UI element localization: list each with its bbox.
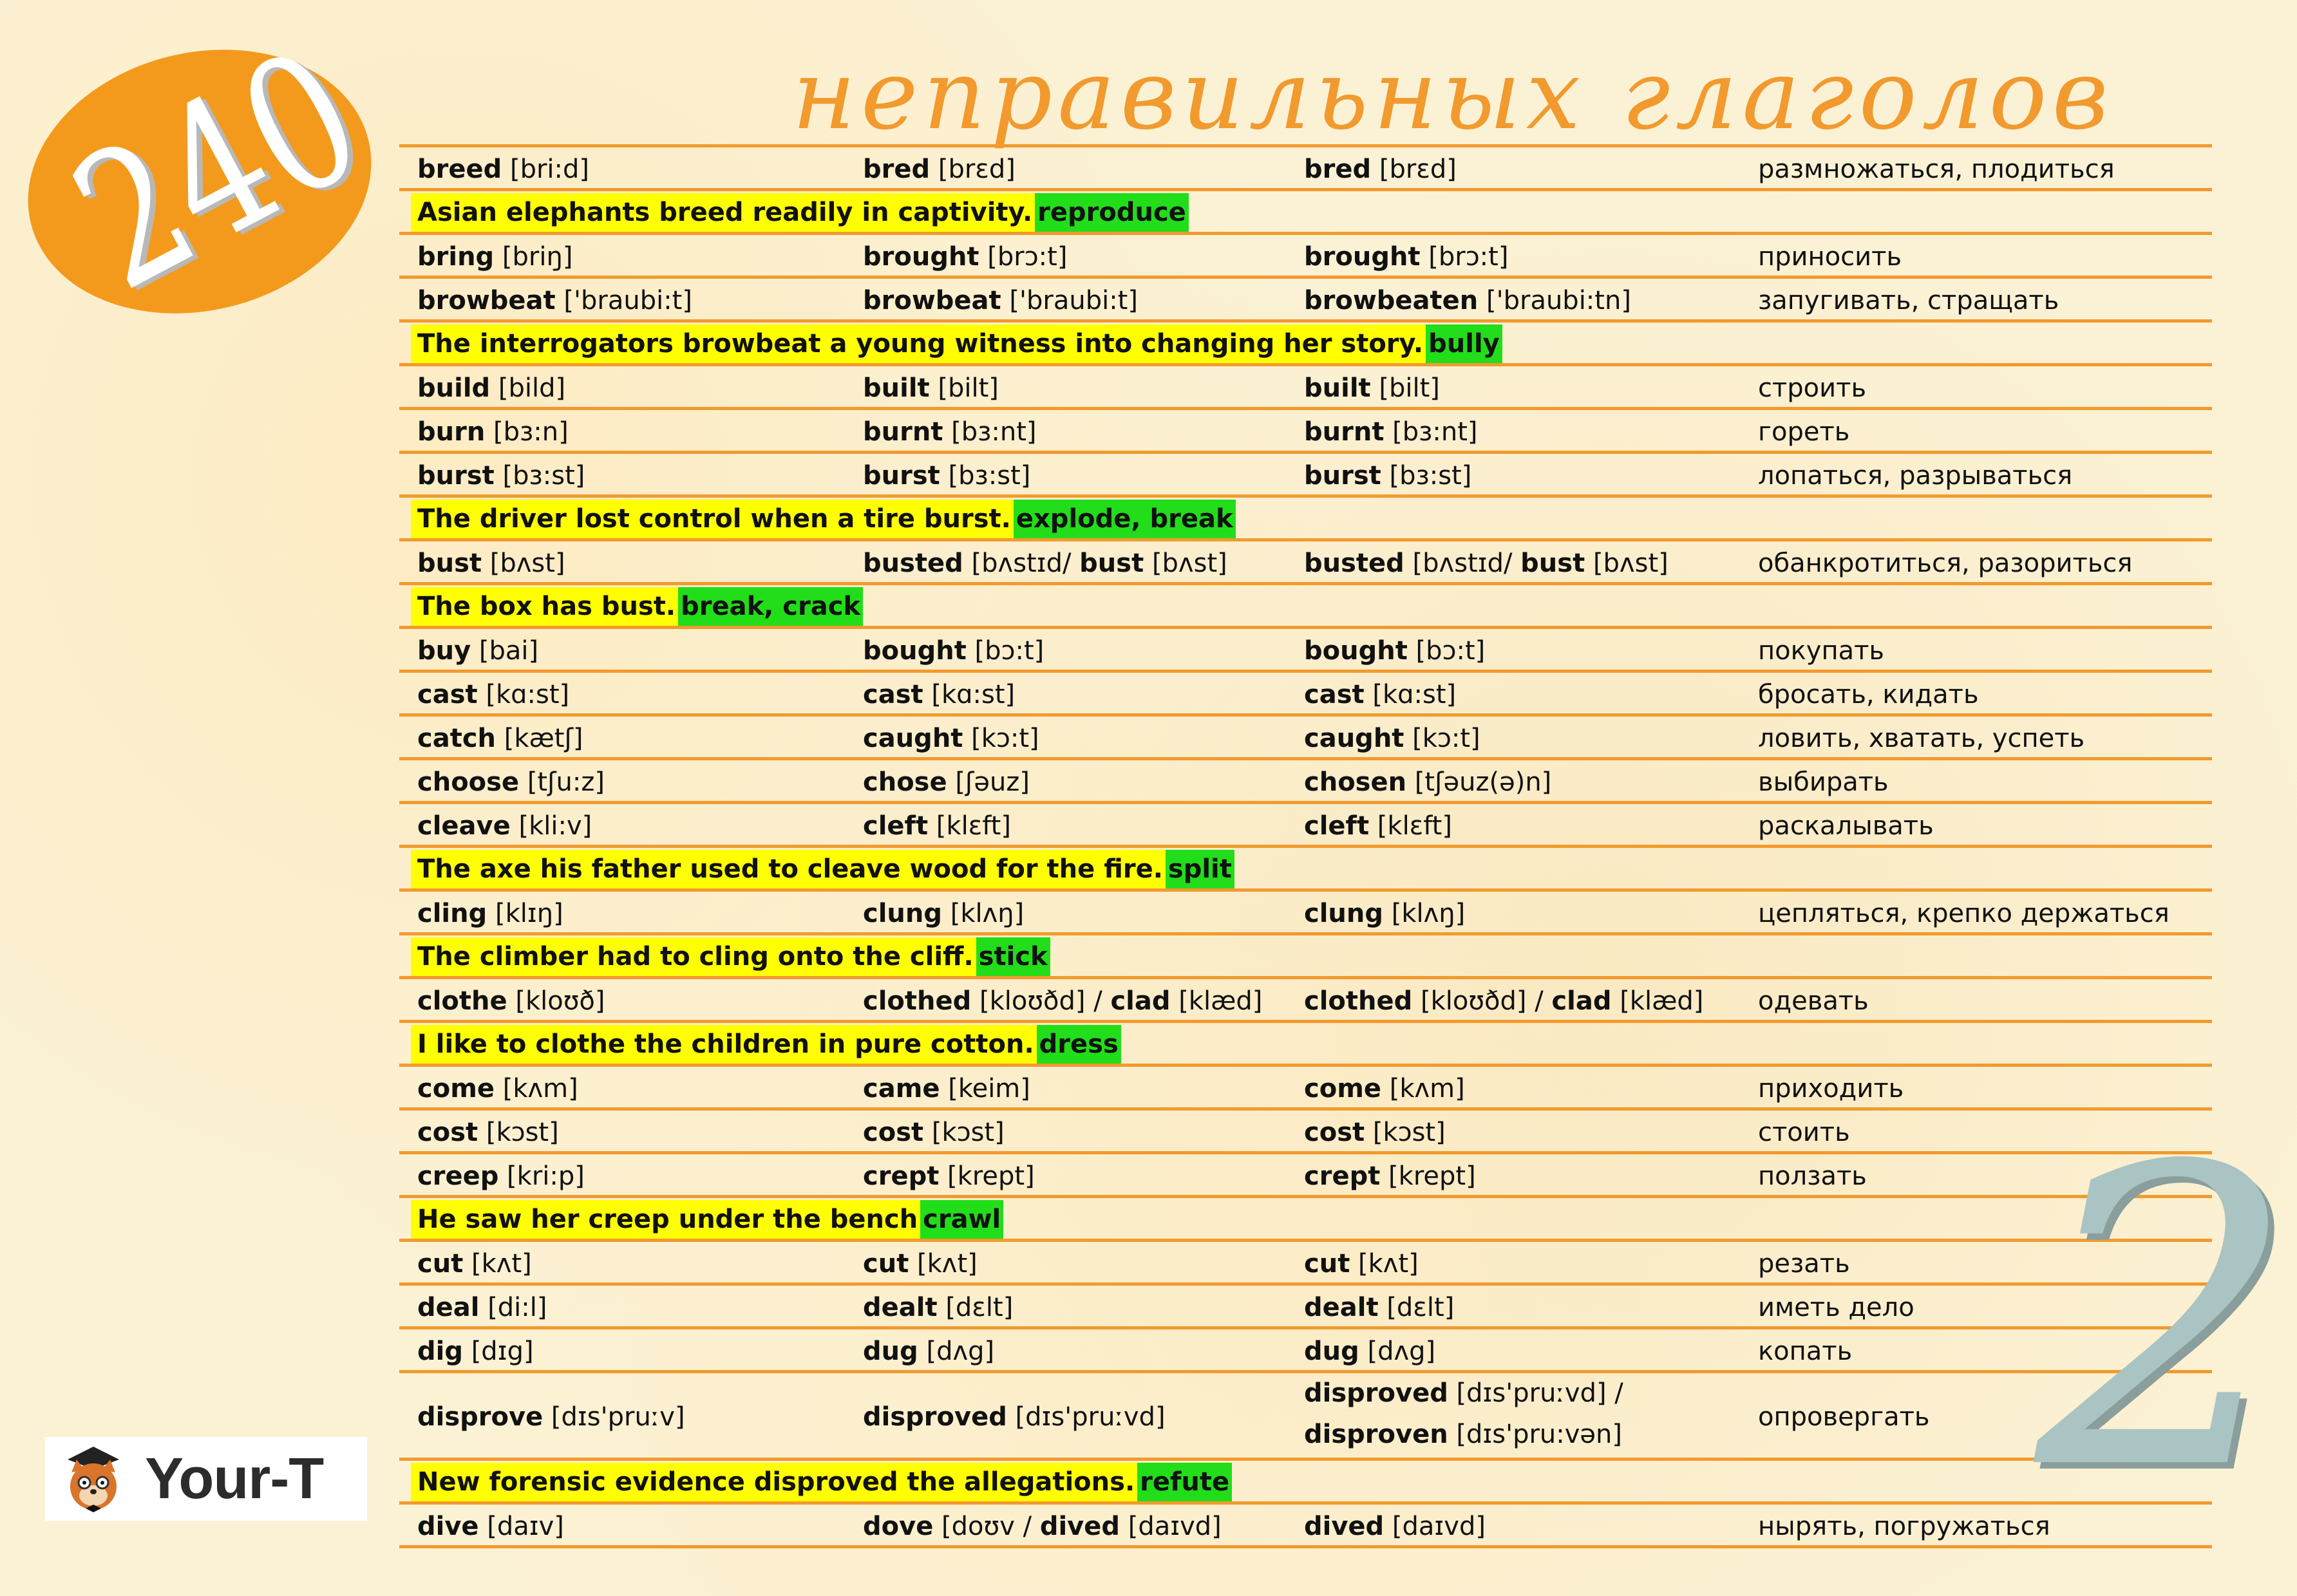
past-participle-word: crept (1304, 1161, 1381, 1191)
example-wrapper (417, 935, 1050, 976)
example-sentence: The climber had to cling onto the cliff. (411, 937, 976, 976)
past-participle-word: dug (1304, 1337, 1359, 1366)
past-participle-transcription: [brɛd] (1379, 155, 1457, 184)
past-simple-word-alt: bust (1079, 549, 1144, 578)
past-participle-transcription: [kɔ:t] (1412, 724, 1480, 753)
base-form-cell (417, 1510, 564, 1543)
past-simple-transcription: [kɔ:t] (971, 724, 1039, 753)
example-wrapper (417, 1023, 1121, 1064)
past-participle-transcription: [kɑ:st] (1372, 680, 1457, 709)
past-participle-word: burst (1304, 461, 1381, 491)
past-simple-word-alt: dived (1039, 1512, 1120, 1541)
past-simple-word: bred (863, 155, 931, 184)
base-form-transcription: [briŋ] (502, 242, 573, 272)
example-wrapper (417, 191, 1189, 232)
translation-cell: гореть (1758, 417, 1850, 447)
past-simple-transcription-alt: [daɪvd] (1128, 1512, 1222, 1541)
base-form-cell (417, 241, 572, 273)
past-simple-word: built (863, 373, 930, 403)
example-synonym: stick (976, 937, 1050, 976)
past-participle-word: built (1304, 373, 1371, 403)
base-form-cell (417, 1248, 532, 1280)
past-simple-transcription: [dɛlt] (945, 1293, 1014, 1322)
past-participle-transcription: [bʌstɪd/ (1412, 549, 1513, 578)
past-simple-word: crept (863, 1161, 940, 1191)
past-simple-word: clung (863, 899, 943, 928)
translation-cell: покупать (1758, 636, 1884, 666)
translation-cell: ползать (1758, 1161, 1867, 1191)
example-wrapper (417, 585, 863, 626)
past-participle-word: clothed (1304, 986, 1413, 1016)
verb-row (399, 979, 2212, 1023)
past-participle-word: cleft (1304, 811, 1370, 841)
base-form-word: choose (417, 767, 520, 797)
logo-text: Your-T (145, 1446, 324, 1511)
past-simple-transcription: [brɔ:t] (987, 242, 1068, 272)
example-synonym: dress (1037, 1025, 1121, 1064)
example-row (399, 1461, 2212, 1505)
translation-cell: лопаться, разрываться (1758, 461, 2073, 491)
example-sentence: I like to clothe the children in pure cotton. (411, 1025, 1037, 1064)
past-simple-word: caught (863, 724, 963, 753)
translation-cell: нырять, погружаться (1758, 1512, 2050, 1541)
past-simple-cell (863, 679, 1015, 711)
verb-row (399, 892, 2212, 935)
past-participle-cell (1304, 1073, 1465, 1105)
past-participle-transcription: ['braubi:tn] (1486, 286, 1631, 315)
your-t-logo (45, 1437, 367, 1521)
past-participle-word: come (1304, 1074, 1381, 1103)
page-title: неправильных глаголов (792, 39, 2113, 151)
past-participle-transcription: [bɜ:nt] (1392, 417, 1478, 447)
example-sentence: Asian elephants breed readily in captivity. (411, 193, 1035, 232)
base-form-cell (417, 722, 583, 755)
verb-row (399, 1373, 2212, 1461)
example-synonym: break, crack (678, 587, 863, 626)
base-form-cell (417, 985, 605, 1017)
past-participle-transcription: [tʃəuz(ə)n] (1414, 767, 1552, 797)
example-wrapper (417, 1198, 1003, 1239)
past-simple-cell (863, 1073, 1030, 1105)
base-form-cell (417, 679, 569, 711)
base-form-cell (417, 1401, 685, 1433)
example-row (399, 848, 2212, 892)
past-participle-word: disproved (1304, 1378, 1448, 1408)
past-participle-word: chosen (1304, 767, 1407, 797)
past-simple-word: brought (863, 242, 979, 272)
example-wrapper (417, 1461, 1232, 1501)
past-simple-transcription: [ʃəuz] (955, 767, 1030, 797)
translation-cell: одевать (1758, 986, 1869, 1016)
past-simple-cell (863, 1116, 1005, 1149)
past-participle-cell (1304, 1291, 1454, 1324)
past-simple-transcription: [bʌstɪd/ (971, 549, 1072, 578)
translation-cell: цепляться, крепко держаться (1758, 899, 2169, 928)
verb-row (399, 235, 2212, 279)
translation-cell: приходить (1758, 1074, 1904, 1103)
past-simple-cell (863, 460, 1030, 492)
example-row (399, 498, 2212, 541)
past-participle-word: busted (1304, 549, 1404, 578)
past-simple-transcription: [dʌg] (926, 1337, 995, 1366)
base-form-transcription: [dɪs'pruːv] (551, 1402, 685, 1432)
past-participle-cell (1304, 1373, 1623, 1455)
base-form-word: catch (417, 724, 496, 753)
base-form-word: disprove (417, 1402, 544, 1432)
past-simple-cell (863, 241, 1067, 273)
base-form-word: cling (417, 899, 487, 928)
translation-cell: ловить, хватать, успеть (1758, 724, 2085, 753)
past-simple-word: busted (863, 549, 963, 578)
base-form-cell (417, 285, 692, 317)
base-form-word: burst (417, 461, 495, 491)
example-synonym: bully (1426, 324, 1502, 363)
past-participle-word: burnt (1304, 417, 1385, 447)
translation-cell: резать (1758, 1249, 1850, 1279)
past-participle-cell (1304, 547, 1668, 579)
example-row (399, 585, 2212, 629)
verb-row (399, 454, 2212, 498)
translation-cell: копать (1758, 1337, 1853, 1366)
past-participle-word: bred (1304, 155, 1372, 184)
past-simple-cell (863, 153, 1016, 185)
past-participle-transcription: [dɛlt] (1386, 1293, 1455, 1322)
verb-row (399, 1067, 2212, 1111)
past-participle-word: caught (1304, 724, 1404, 753)
translation-cell: стоить (1758, 1118, 1850, 1147)
base-form-transcription: [kʌm] (502, 1074, 578, 1103)
base-form-transcription: [kri:p] (507, 1161, 585, 1191)
past-simple-word: cast (863, 680, 923, 709)
base-form-cell (417, 1073, 578, 1105)
past-participle-word: dived (1304, 1512, 1385, 1541)
example-wrapper (417, 848, 1234, 888)
translation-cell: бросать, кидать (1758, 680, 1979, 709)
past-simple-transcription: [kɑ:st] (931, 680, 1016, 709)
base-form-transcription: [kɑ:st] (486, 680, 570, 709)
base-form-word: cut (417, 1249, 464, 1279)
example-wrapper (417, 323, 1502, 363)
base-form-word: cost (417, 1118, 478, 1147)
past-simple-cell (863, 1248, 978, 1280)
past-simple-cell (863, 416, 1037, 448)
past-participle-transcription: [kʌm] (1389, 1074, 1465, 1103)
verb-row (399, 804, 2212, 848)
past-simple-transcription-alt: [klæd] (1178, 986, 1263, 1016)
past-participle-cell (1304, 241, 1508, 273)
past-participle-cell (1304, 635, 1485, 667)
base-form-word: come (417, 1074, 495, 1103)
past-simple-cell (863, 1401, 1166, 1433)
past-participle-cell (1304, 985, 1703, 1017)
example-wrapper (417, 498, 1236, 538)
base-form-word: bring (417, 242, 495, 272)
translation-cell: размножаться, плодиться (1758, 155, 2115, 184)
base-form-word: dive (417, 1512, 479, 1541)
verb-row (399, 541, 2212, 585)
verb-row (399, 629, 2212, 673)
base-form-cell (417, 897, 563, 930)
example-row (399, 323, 2212, 366)
verb-row (399, 147, 2212, 191)
base-form-cell (417, 1291, 547, 1324)
past-simple-transcription: ['braubi:t] (1009, 286, 1138, 315)
past-simple-transcription: [dɪs'pruːvd] (1015, 1402, 1166, 1432)
base-form-cell (417, 153, 589, 185)
past-simple-word: bought (863, 636, 967, 666)
past-simple-word: came (863, 1074, 940, 1103)
past-participle-transcription: [brɔ:t] (1428, 242, 1509, 272)
past-simple-word: burst (863, 461, 940, 491)
past-participle-transcription: [bilt] (1379, 373, 1440, 403)
example-sentence: The driver lost control when a tire burst. (411, 500, 1014, 538)
past-simple-cell (863, 1160, 1035, 1192)
page-number: 2 (2035, 1080, 2297, 1559)
verb-row (399, 1286, 2212, 1329)
base-form-transcription: [dɪg] (471, 1337, 534, 1366)
past-simple-transcription-alt: [bʌst] (1151, 549, 1227, 578)
past-simple-word: browbeat (863, 286, 1001, 315)
past-participle-transcription: [dʌg] (1367, 1337, 1436, 1366)
past-simple-cell (863, 635, 1044, 667)
past-participle-transcription: [dɪs'pruːvd] / (1456, 1378, 1623, 1408)
badge-number: 240 (42, 9, 393, 332)
base-form-transcription: [tʃu:z] (527, 767, 605, 797)
example-sentence: He saw her creep under the bench (411, 1200, 920, 1239)
past-simple-cell (863, 985, 1262, 1017)
past-simple-cell (863, 547, 1227, 579)
past-simple-word: disproved (863, 1402, 1007, 1432)
base-form-cell (417, 416, 569, 448)
past-simple-word: clothed (863, 986, 972, 1016)
past-simple-cell (863, 766, 1030, 798)
past-participle-cell (1304, 416, 1478, 448)
past-participle-word-alt: bust (1520, 549, 1585, 578)
past-participle-transcription: [klʌŋ] (1391, 899, 1466, 928)
base-form-transcription: [kloʊð] (515, 986, 605, 1016)
base-form-word: burn (417, 417, 486, 447)
verb-row (399, 673, 2212, 717)
past-simple-transcription: [klʌŋ] (950, 899, 1025, 928)
base-form-transcription: [klɪŋ] (495, 899, 563, 928)
past-participle-cell (1304, 1335, 1435, 1367)
base-form-word: dig (417, 1337, 463, 1366)
past-simple-word: dove (863, 1512, 934, 1541)
past-participle-transcription-alt: [klæd] (1620, 986, 1704, 1016)
past-participle-word: cut (1304, 1249, 1350, 1279)
past-simple-word: cost (863, 1118, 924, 1147)
past-simple-cell (863, 1335, 994, 1367)
past-participle-transcription: [kʌt] (1358, 1249, 1419, 1279)
base-form-cell (417, 1116, 559, 1149)
example-synonym: reproduce (1035, 193, 1189, 232)
past-simple-transcription: [bɔ:t] (974, 636, 1045, 666)
base-form-word: bust (417, 549, 482, 578)
past-simple-cell (863, 1510, 1222, 1543)
base-form-cell (417, 372, 565, 404)
example-sentence: The box has bust. (411, 587, 678, 626)
base-form-word: creep (417, 1161, 499, 1191)
past-participle-word: clung (1304, 899, 1384, 928)
base-form-transcription: [daɪv] (487, 1512, 564, 1541)
past-simple-transcription: [kloʊðd] / (979, 986, 1102, 1016)
past-simple-transcription: [brɛd] (938, 155, 1016, 184)
base-form-word: clothe (417, 986, 507, 1016)
base-form-cell (417, 1160, 585, 1192)
past-participle-word: dealt (1304, 1293, 1379, 1322)
example-synonym: split (1166, 850, 1234, 888)
translation-cell: раскалывать (1758, 811, 1934, 841)
example-row (399, 191, 2212, 235)
past-simple-transcription: [bilt] (938, 373, 999, 403)
past-simple-transcription: [kʌt] (917, 1249, 978, 1279)
base-form-word: cast (417, 680, 478, 709)
verb-row (399, 1329, 2212, 1373)
translation-cell: строить (1758, 373, 1867, 403)
base-form-cell (417, 766, 605, 798)
past-participle-transcription: [kɔst] (1372, 1118, 1446, 1147)
example-synonym: crawl (920, 1200, 1003, 1239)
past-simple-cell (863, 372, 999, 404)
translation-cell: приносить (1758, 242, 1902, 272)
base-form-cell (417, 810, 592, 842)
base-form-word: cleave (417, 811, 511, 841)
past-participle-word: bought (1304, 636, 1408, 666)
past-simple-transcription: [bɜ:st] (948, 461, 1031, 491)
base-form-word: browbeat (417, 286, 556, 315)
verb-row (399, 1242, 2212, 1286)
verb-row (399, 1154, 2212, 1198)
past-simple-transcription: [krept] (947, 1161, 1035, 1191)
past-participle-cell (1304, 722, 1480, 755)
verb-row (399, 760, 2212, 804)
past-simple-cell (863, 285, 1138, 317)
past-simple-word: cut (863, 1249, 909, 1279)
past-participle-word-alt: clad (1551, 986, 1612, 1016)
past-participle-transcription: [daɪvd] (1392, 1512, 1486, 1541)
past-participle-cell (1304, 766, 1551, 798)
base-form-word: build (417, 373, 491, 403)
past-participle-word: cast (1304, 680, 1365, 709)
translation-cell: обанкротиться, разориться (1758, 549, 2133, 578)
base-form-transcription: [bɜ:st] (502, 461, 585, 491)
translation-cell: опровергать (1758, 1402, 1930, 1432)
past-simple-cell (863, 810, 1011, 842)
base-form-cell (417, 547, 565, 579)
base-form-transcription: [kætʃ] (504, 724, 583, 753)
example-row (399, 1198, 2212, 1242)
past-simple-word: burnt (863, 417, 943, 447)
mascot-icon (55, 1440, 132, 1517)
past-simple-word: dealt (863, 1293, 938, 1322)
verb-row (399, 279, 2212, 323)
past-simple-word: chose (863, 767, 947, 797)
example-synonym: explode, break (1014, 500, 1236, 538)
verb-row (399, 717, 2212, 760)
past-participle-cell (1304, 810, 1452, 842)
past-simple-transcription: [doʊv / (941, 1512, 1032, 1541)
past-participle-transcription: [klɛft] (1377, 811, 1452, 841)
base-form-transcription: ['braubi:t] (563, 286, 692, 315)
past-participle-cell (1304, 460, 1471, 492)
translation-cell: запугивать, стращать (1758, 286, 2059, 315)
base-form-transcription: [bɜ:n] (493, 417, 569, 447)
past-simple-cell (863, 1291, 1013, 1324)
translation-cell: иметь дело (1758, 1293, 1914, 1322)
past-participle-cell (1304, 1510, 1486, 1543)
past-participle-transcription-alt: [dɪs'pru:vən] (1456, 1420, 1622, 1449)
past-simple-word: dug (863, 1337, 918, 1366)
base-form-word: deal (417, 1293, 480, 1322)
base-form-transcription: [bild] (498, 373, 566, 403)
verb-row (399, 1111, 2212, 1154)
verb-row (399, 1505, 2212, 1548)
base-form-cell (417, 635, 538, 667)
example-row (399, 935, 2212, 979)
example-sentence: The axe his father used to cleave wood for the fire. (411, 850, 1166, 888)
base-form-word: breed (417, 155, 502, 184)
past-participle-cell (1304, 1116, 1446, 1149)
past-participle-cell (1304, 897, 1465, 930)
verb-row (399, 410, 2212, 454)
example-synonym: refute (1137, 1463, 1232, 1501)
past-simple-cell (863, 897, 1024, 930)
base-form-transcription: [bri:d] (509, 155, 589, 184)
base-form-transcription: [di:l] (487, 1293, 547, 1322)
past-simple-transcription: [kɔst] (931, 1118, 1005, 1147)
translation-cell: выбирать (1758, 767, 1889, 797)
verb-table (399, 144, 2212, 1548)
example-sentence: New forensic evidence disproved the allegations. (411, 1463, 1137, 1501)
past-participle-word: browbeaten (1304, 286, 1479, 315)
past-participle-cell (1304, 1160, 1476, 1192)
base-form-word: buy (417, 636, 471, 666)
base-form-transcription: [kʌt] (471, 1249, 532, 1279)
base-form-transcription: [kɔst] (486, 1118, 559, 1147)
past-simple-transcription: [bɜ:nt] (951, 417, 1037, 447)
past-participle-word: cost (1304, 1118, 1365, 1147)
past-participle-transcription: [bɜ:st] (1389, 461, 1472, 491)
past-participle-transcription: [kloʊðd] / (1420, 986, 1544, 1016)
past-simple-word-alt: clad (1110, 986, 1171, 1016)
base-form-transcription: [bai] (478, 636, 539, 666)
past-participle-cell (1304, 1248, 1419, 1280)
past-simple-cell (863, 722, 1039, 755)
verb-row (399, 366, 2212, 410)
past-participle-word-alt: disproven (1304, 1420, 1448, 1449)
past-simple-word: cleft (863, 811, 929, 841)
past-participle-cell (1304, 153, 1457, 185)
example-row (399, 1023, 2212, 1067)
base-form-cell (417, 1335, 534, 1367)
past-participle-transcription: [bɔ:t] (1415, 636, 1486, 666)
past-participle-transcription-alt: [bʌst] (1593, 549, 1668, 578)
past-participle-cell (1304, 285, 1631, 317)
past-simple-transcription: [keim] (948, 1074, 1030, 1103)
past-participle-transcription: [krept] (1388, 1161, 1476, 1191)
base-form-cell (417, 460, 585, 492)
example-sentence: The interrogators browbeat a young witness into changing her story. (411, 324, 1426, 363)
base-form-transcription: [kli:v] (518, 811, 592, 841)
base-form-transcription: [bʌst] (489, 549, 565, 578)
past-participle-cell (1304, 679, 1456, 711)
past-simple-transcription: [klɛft] (936, 811, 1011, 841)
past-participle-word: brought (1304, 242, 1421, 272)
past-participle-cell (1304, 372, 1440, 404)
